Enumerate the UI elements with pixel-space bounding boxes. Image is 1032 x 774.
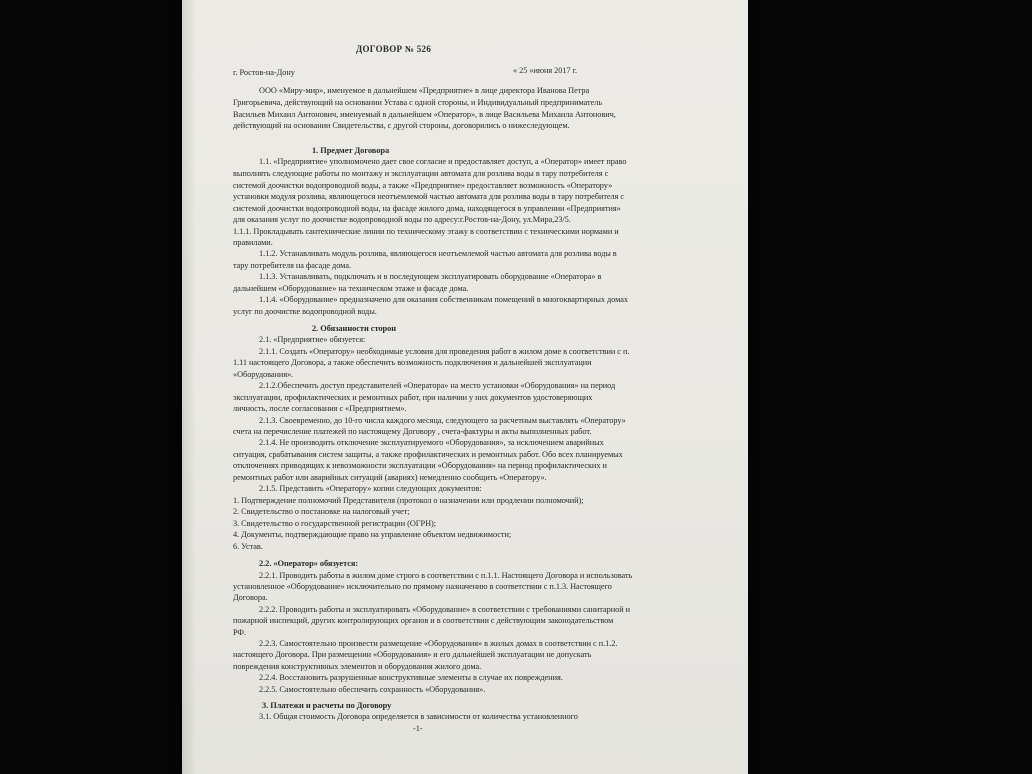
section-2-2-line: установленное «Оборудование» исключительно по прямому назначению в соответствии с п.1.3. Настоящего: [233, 582, 612, 591]
section-2-2-line: РФ.: [233, 628, 246, 637]
section-2-2-line: 2.2.1. Проводить работы в жилом доме строго в соответствии с п.1.1. Настоящего Договора и использовать: [259, 571, 633, 580]
section-3-line: 3.1. Общая стоимость Договора определяется в зависимости от количества установленного: [259, 712, 578, 721]
section-2-line: 2.1.5. Представить «Оператору» копии следующих документов:: [259, 484, 482, 493]
section-1-line: 1.1.2. Устанавливать модуль розлива, являющегося неотъемлемой частью автомата для розлива воды в: [259, 249, 617, 258]
section-1-line: 1.1.1. Прокладывать сантехнические линии по техническому этажу в соответствии с техническими нормами и: [233, 227, 619, 236]
section-2-line: 4. Документы, подтверждающие право на управление объектом недвижимости;: [233, 530, 512, 539]
section-2-line: личность, после согласования с «Предприятием».: [233, 404, 407, 413]
section-1-line: 1.1.3. Устанавливать, подключать и в последующем эксплуатировать оборудование «Оператора» в: [259, 272, 602, 281]
section-2-line: 2.1.3. Своевременно, до 10-го числа каждого месяца, следующего за расчетным выставлять «Оператору»: [259, 416, 626, 425]
section-2-2-line: 2.2.4. Восстановить разрушенные конструктивные элементы в случае их повреждения.: [259, 673, 563, 682]
section-1-line: услуг по доочистке водопроводной воды.: [233, 307, 377, 316]
section-2-2-line: 2.2.5. Самостоятельно обеспечить сохранность «Оборудования».: [259, 685, 486, 694]
section-2-line: 2. Свидетельство о постановке на налоговый учет;: [233, 507, 410, 516]
section-2-line: счета на перечисление платежей по настоящему Договору , счета-фактуры и акты выполненных работ.: [233, 427, 592, 436]
section-1-title: 1. Предмет Договора: [312, 146, 390, 155]
section-3-title: 3. Платежи и расчеты по Договору: [262, 701, 392, 710]
document-city: г. Ростов-на-Дону: [233, 68, 295, 77]
section-2-line: ситуация, срабатывания систем защиты, а также профилактических и ремонтных работ. Обо всех планируемых: [233, 450, 623, 459]
section-2-2-line: Договора.: [233, 593, 268, 602]
section-2-line: ремонтных работ или аварийных ситуаций (авариях) немедленно сообщить «Оператору».: [233, 473, 547, 482]
document-date: « 25 »июня 2017 г.: [513, 66, 578, 75]
document-page: [182, 0, 748, 774]
section-2-line: 2.1. «Предприятие» обязуется:: [259, 335, 366, 344]
section-1-line: 1.1. «Предприятие» уполномочено дает свое согласие и предоставляет доступ, а «Оператор» имеет право: [259, 157, 627, 166]
section-1-line: 1.1.4. «Оборудование» предназначено для оказания собственникам помещений в многоквартирных домах: [259, 295, 628, 304]
section-2-line: 2.1.4. Не производить отключение эксплуатируемого «Оборудования», за исключением аварийных: [259, 438, 604, 447]
preamble-line: Васильев Михаил Антонович, именуемый в дальнейшем «Оператор», в лице Васильева Михаила Антонович,: [233, 110, 616, 119]
section-2-line: 6. Устав.: [233, 542, 263, 551]
preamble-line: действующий на основании Свидетельства, с другой стороны, договорились о нижеследующем.: [233, 121, 570, 130]
section-2-line: 2.1.1. Создать «Оператору» необходимые условия для проведения работ в жилом доме в соответствии с п.: [259, 347, 630, 356]
section-2-line: 1.11 настоящего Договора, а также обеспечить возможность подключения и дальнейшей эксплуатации: [233, 358, 592, 367]
section-2-line: 2.1.2.Обеспечить доступ представителей «Оператора» на место установки «Оборудования» на период: [259, 381, 616, 390]
section-1-line: дальнейшем «Оборудование» на техническом этаже и фасаде дома.: [233, 284, 469, 293]
page-number: -1-: [413, 724, 423, 733]
section-1-line: для оказания услуг по доочистке водопроводной воды по адресу:г.Ростов-на-Дону, ул.Мира,23/5.: [233, 215, 571, 224]
section-2-line: 3. Свидетельство о государственной регистрации (ОГРН);: [233, 519, 436, 528]
section-2-2-title: 2.2. «Оператор» обязуется:: [259, 559, 359, 568]
section-2-line: отключениях приводящих к невозможности эксплуатации «Оборудования» на период профилактических и: [233, 461, 607, 470]
section-1-line: установки модуля розлива, являющегося неотъемлемой частью автомата для розлива воды в тару потребителя с: [233, 192, 625, 201]
section-2-title: 2. Обязанности сторон: [312, 324, 397, 333]
section-1-line: системой доочистки водопроводной воды, на фасаде жилого дома, находящегося в управлении «Предприятия»: [233, 204, 621, 213]
section-2-2-line: пожарной инспекций, других контролирующих органов и в соответствии с действующим законодательством: [233, 616, 614, 625]
preamble-line: ООО «Миру-мир», именуемое в дальнейшем «Предприятие» в лице директора Иванова Петра: [259, 86, 590, 95]
document-title: ДОГОВОР № 526: [356, 44, 432, 54]
section-1-line: тару потребителя на фасаде дома.: [233, 261, 351, 270]
section-1-line: выполнять следующие работы по монтажу и эксплуатации автомата для розлива воды в тару потребителя с: [233, 169, 609, 178]
section-2-line: эксплуатации, профилактических и ремонтных работ, при наличии у них документов удостоверяющих: [233, 393, 593, 402]
section-2-2-line: повреждения конструктивных элементов и оборудования жилого дома.: [233, 662, 482, 671]
section-2-line: «Оборудования».: [233, 370, 294, 379]
section-1-line: правилами.: [233, 238, 273, 247]
section-2-2-line: настоящего Договора. При размещении «Оборудования» и его дальнейшей эксплуатации не допускать: [233, 650, 592, 659]
section-2-line: 1. Подтверждение полномочий Представителя (протокол о назначении или продлении полномочий);: [233, 496, 584, 505]
preamble-line: Григорьевича, действующий на основании Устава с одной стороны, и Индивидуальный предприниматель: [233, 98, 603, 107]
section-2-2-line: 2.2.3. Самостоятельно произвести размещение «Оборудования» в жилых домах в соответствии с п.1.2.: [259, 639, 618, 648]
section-2-2-line: 2.2.2. Проводить работы и эксплуатировать «Оборудование» в соответствии с требованиями санитарной и: [259, 605, 631, 614]
section-1-line: системой доочистки водопроводной воды, а также «Предприятие» предоставляет возможность «Оператору»: [233, 181, 613, 190]
